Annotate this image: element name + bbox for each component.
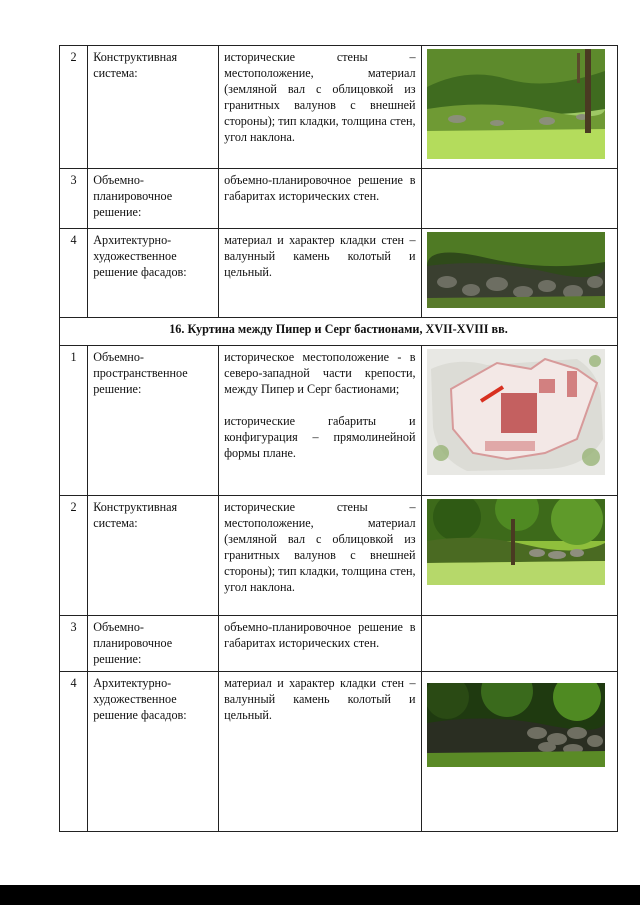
row-number: 2	[60, 496, 88, 616]
parameter-description	[219, 346, 421, 496]
photo-cell	[421, 229, 617, 318]
table-row	[60, 346, 618, 496]
parameter-name: Объемно-пространственное решение:	[88, 346, 219, 496]
photo-cell	[421, 346, 617, 496]
grassy-rampart-photo	[427, 49, 605, 159]
parameter-description: объемно-планировочное решение в габаритах исторических стен.	[219, 616, 421, 672]
table-row	[60, 672, 618, 832]
row-number: 1	[60, 346, 88, 496]
table-row	[60, 46, 618, 169]
row-number: 3	[60, 169, 88, 229]
parameter-name: Конструктивная система:	[88, 496, 219, 616]
scan-edge	[0, 885, 640, 905]
parameter-description: исторические стены – местоположение, материал (земляной вал с облицовкой из гранитных валунов с внешней стороны); тип кладки, толщина стен, угол наклона.	[219, 496, 421, 616]
boulder-wall-photo	[427, 232, 605, 308]
parameter-name: Объемно-планировочное решение:	[88, 169, 219, 229]
table-row	[60, 318, 618, 346]
table-row	[60, 616, 618, 672]
photo-cell	[421, 496, 617, 616]
table-row	[60, 496, 618, 616]
photo-cell	[421, 616, 617, 672]
parameter-name: Объемно-планировочное решение:	[88, 616, 219, 672]
row-number: 3	[60, 616, 88, 672]
photo-cell	[421, 46, 617, 169]
forest-rampart-photo	[427, 499, 605, 585]
stone-wall-photo	[427, 683, 605, 767]
parameter-description: материал и характер кладки стен – валунный камень колотый и цельный.	[219, 229, 421, 318]
parameter-description: материал и характер кладки стен – валунный камень колотый и цельный.	[219, 672, 421, 832]
parameter-description: исторические стены – местоположение, материал (земляной вал с облицовкой из гранитных валунов с внешней стороны); тип кладки, толщина стен, угол наклона.	[219, 46, 421, 169]
table-row	[60, 229, 618, 318]
row-number: 4	[60, 229, 88, 318]
protection-table	[59, 45, 618, 832]
parameter-name: Архитектурно-художественное решение фасадов:	[88, 672, 219, 832]
row-number: 2	[60, 46, 88, 169]
parameter-name: Архитектурно-художественное решение фасадов:	[88, 229, 219, 318]
row-number: 4	[60, 672, 88, 832]
parameter-description: объемно-планировочное решение в габаритах исторических стен.	[219, 169, 421, 229]
parameter-name: Конструктивная система:	[88, 46, 219, 169]
description-paragraph: историческое местоположение - в северо-западной части крепости, между Пипер и Серг бастионами;	[224, 350, 416, 396]
photo-cell	[421, 169, 617, 229]
table-row	[60, 169, 618, 229]
fortress-plan-photo	[427, 349, 605, 475]
section-title: 16. Куртина между Пипер и Серг бастионами, XVII-XVIII вв.	[60, 318, 618, 346]
description-paragraph: исторические габариты и конфигурация – прямолинейной формы плане.	[224, 414, 416, 460]
photo-cell	[421, 672, 617, 832]
